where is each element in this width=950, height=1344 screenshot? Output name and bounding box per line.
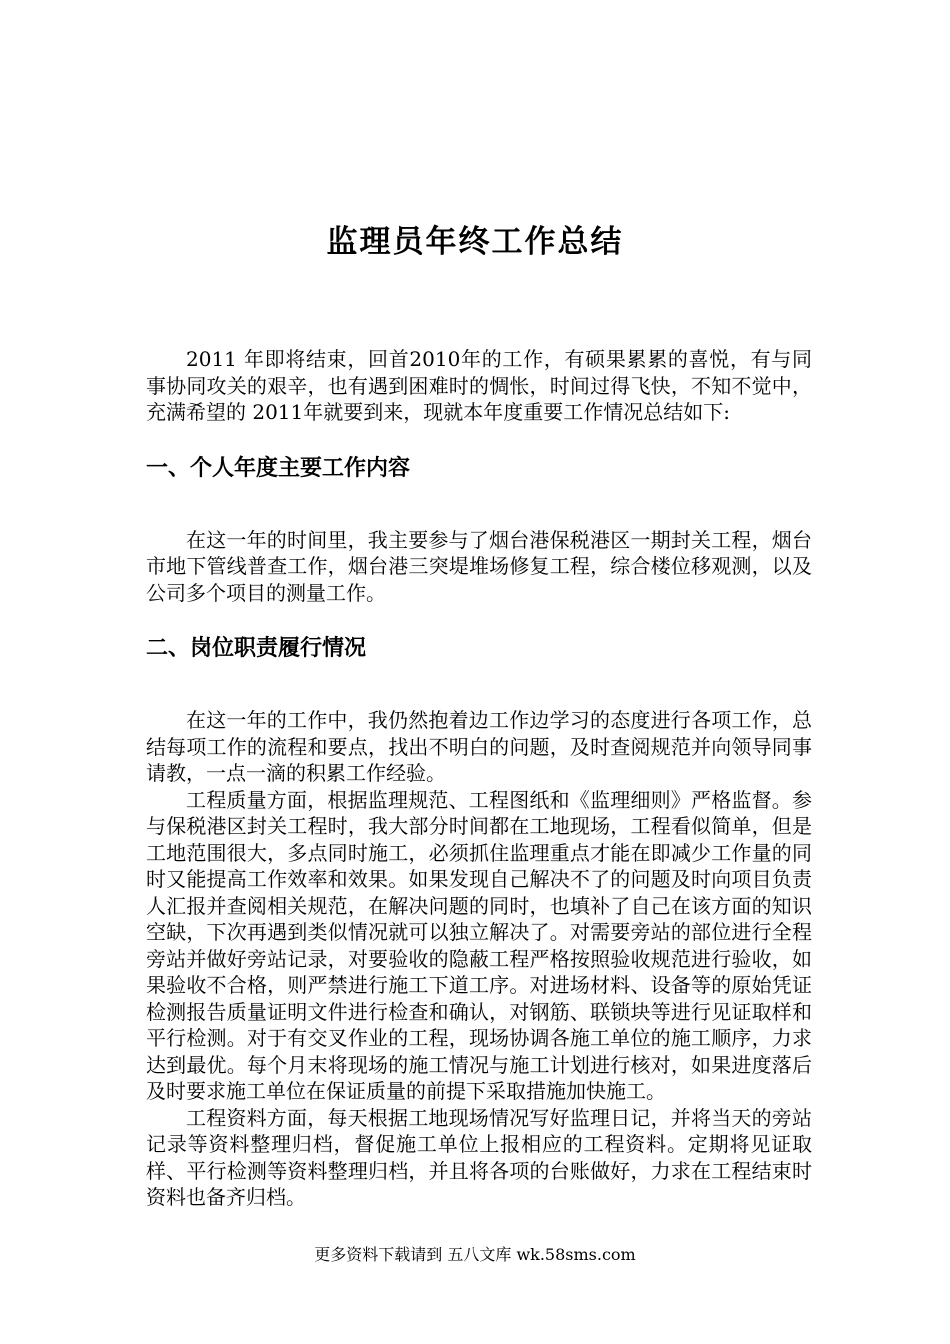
section-2-paragraph-1: 在这一年的工作中，我仍然抱着边工作边学习的态度进行各项工作，总结每项工作的流程和要点，找出不明白的问题，及时查阅规范并向领导同事请教，一点一滴的积累工作经验。 <box>146 708 812 785</box>
section-1-paragraph-1: 在这一年的时间里，我主要参与了烟台港保税港区一期封关工程，烟台市地下管线普查工作，烟台港三突堤堆场修复工程，综合楼位移观测，以及公司多个项目的测量工作。 <box>146 527 812 605</box>
section-heading-2: 二、岗位职责履行情况 <box>146 635 367 661</box>
document-body <box>146 346 812 1211</box>
intro-paragraph: 2011 年即将结束，回首2010年的工作，有硕果累累的喜悦，有与同事协同攻关的艰辛，也有遇到困难时的惆怅，时间过得飞快，不知不觉中，充满希望的 2011年就要到来，现就本年度重要工作情况总结如下: <box>146 347 812 424</box>
section-2-paragraph-2: 工程质量方面，根据监理规范、工程图纸和《监理细则》严格监督。参与保税港区封关工程时，我大部分时间都在工地现场，工程看似简单，但是工地范围很大，多点同时施工，必须抓住监理重点才能在即减少工作量的同时又能提高工作效率和效果。如果发现自己解决不了的问题及时向项目负责人汇报并查阅相关规范，在解决问题的同时，也填补了自己在该方面的知识空缺，下次再遇到类似情况就可以独立解决了。对需要旁站的部位进行全程旁站并做好旁站记录，对要验收的隐蔽工程严格按照验收规范进行验收，如果验收不合格，则严禁进行施工下道工序。对进场材料、设备等的原始凭证检测报告质量证明文件进行检查和确认，对钢筋、联锁块等进行见证取样和平行检测。对于有交叉作业的工程，现场协调各施工单位的施工顺序，力求达到最优。每个月末将现场的施工情况与施工计划进行核对，如果进度落后及时要求施工单位在保证质量的前提下采取措施加快施工。 <box>146 787 812 1103</box>
section-heading-1: 一、个人年度主要工作内容 <box>146 454 411 481</box>
footer-text: 更多资料下载请到 五八文库 wk.58sms.com <box>314 1245 636 1264</box>
section-2-paragraph-3: 工程资料方面，每天根据工地现场情况写好监理日记，并将当天的旁站记录等资料整理归档，督促施工单位上报相应的工程资料。定期将见证取样、平行检测等资料整理归档，并且将各项的台账做好，力求在工程结束时资料也备齐归档。 <box>146 1105 812 1209</box>
document-title: 监理员年终工作总结 <box>326 224 624 260</box>
